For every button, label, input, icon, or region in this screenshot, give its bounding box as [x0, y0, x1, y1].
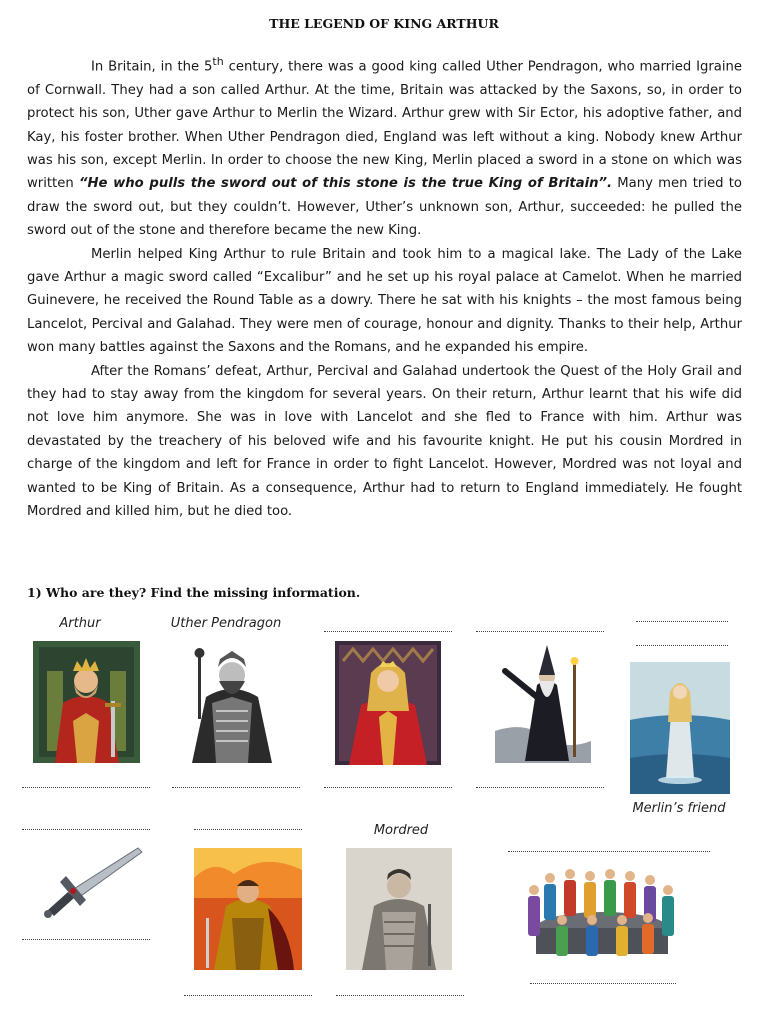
answer-line-uther[interactable] — [172, 784, 300, 788]
engraved-king-icon — [176, 641, 288, 763]
answer-line-top-5b[interactable] — [636, 642, 728, 646]
sword-inscription-quote: “He who pulls the sword out of this stone is the true King of Britain”. — [78, 176, 613, 192]
answer-line-sword-top[interactable] — [22, 826, 150, 830]
answer-line-knight-top[interactable] — [194, 826, 302, 830]
caption-lady-hint: Merlin’s friend — [632, 801, 726, 816]
answer-line-round-table[interactable] — [530, 980, 676, 984]
ordinal-superscript: th — [212, 55, 224, 68]
armored-knight-icon — [346, 848, 452, 970]
uther-engraving — [176, 641, 288, 763]
lancelot-painting — [194, 848, 302, 970]
round-table-icon — [520, 866, 684, 958]
story-text — [27, 50, 742, 524]
caption-arthur: Arthur — [59, 616, 101, 631]
sword-icon — [38, 842, 146, 920]
guinevere-portrait — [335, 641, 441, 765]
answer-line-mordred[interactable] — [336, 992, 464, 996]
answer-line-guinevere[interactable] — [324, 784, 452, 788]
wizard-icon — [495, 641, 591, 763]
excalibur-sword — [38, 842, 146, 920]
answer-line-merlin[interactable] — [476, 784, 604, 788]
knight-icon — [194, 848, 302, 970]
paragraph-2: Merlin helped King Arthur to rule Britain and took him to a magical lake. The Lady of the Lake gave Arthur a magic sword called “Excalibur” and he set up his royal palace at Camelot. When he married Guinevere, he received the Round Table as a dowry. There he sat with his knights – the most famous being Lancelot, Percival and Galahad. They were men of courage, honour and dignity. Thanks to their help, Arthur won many battles against the Saxons and the Romans, and he expanded his empire. — [27, 246, 742, 356]
lady-of-the-lake-painting — [630, 662, 730, 794]
page-title: THE LEGEND OF KING ARTHUR — [269, 16, 499, 31]
exercise-question: 1) Who are they? Find the missing information. — [27, 585, 361, 600]
answer-line-arthur[interactable] — [22, 784, 150, 788]
answer-line-top-3[interactable] — [324, 628, 452, 632]
merlin-illustration — [495, 641, 591, 763]
answer-line-round-table-top[interactable] — [508, 848, 710, 852]
paragraph-3: After the Romans’ defeat, Arthur, Percival and Galahad undertook the Quest of the Holy Grail and they had to stay away from the kingdom for several years. On their return, Arthur learnt that his wife did not love him anymore. She was in love with Lancelot and she fled to France with him. Arthur was devastated by the treachery of his beloved wife and his favourite knight. He put his cousin Mordred in charge of the kingdom and left for France in order to fight Lancelot. However, Mordred was not loyal and wanted to be King of Britain. As a consequence, Arthur had to return to England immediately. He fought Mordred and killed him, but he died too. — [27, 363, 742, 520]
caption-mordred: Mordred — [373, 823, 429, 838]
answer-line-sword[interactable] — [22, 936, 150, 940]
answer-line-top-5a[interactable] — [636, 618, 728, 622]
queen-icon — [335, 641, 441, 765]
round-table-illustration — [520, 866, 684, 958]
answer-line-knight[interactable] — [184, 992, 312, 996]
lady-icon — [630, 662, 730, 794]
paragraph-1: In Britain, in the 5th century, there was a good king called Uther Pendragon, who married Igraine of Cornwall. They had a son called Arthur. At the time, Britain was attacked by the Saxons, so, in order to protect his son, Uther gave Arthur to Merlin the Wizard. Arthur grew with Sir Ector, his adoptive father, and Kay, his foster brother. When Uther Pendragon died, England was left without a king. Nobody knew Arthur was his son, except Merlin. In order to choose the new King, Merlin placed a sword in a stone on which was written “He who pulls the sword out of this stone is the true King of Britain”. Many men tried to draw the sword out, but they couldn’t. However, Uther’s unknown son, Arthur, succeeded: he pulled the sword out of the stone and therefore became the new King. — [27, 55, 743, 239]
mordred-engraving — [346, 848, 452, 970]
arthur-portrait — [33, 641, 140, 763]
caption-uther: Uther Pendragon — [170, 616, 282, 631]
king-icon — [33, 641, 140, 763]
answer-line-top-4[interactable] — [476, 628, 604, 632]
